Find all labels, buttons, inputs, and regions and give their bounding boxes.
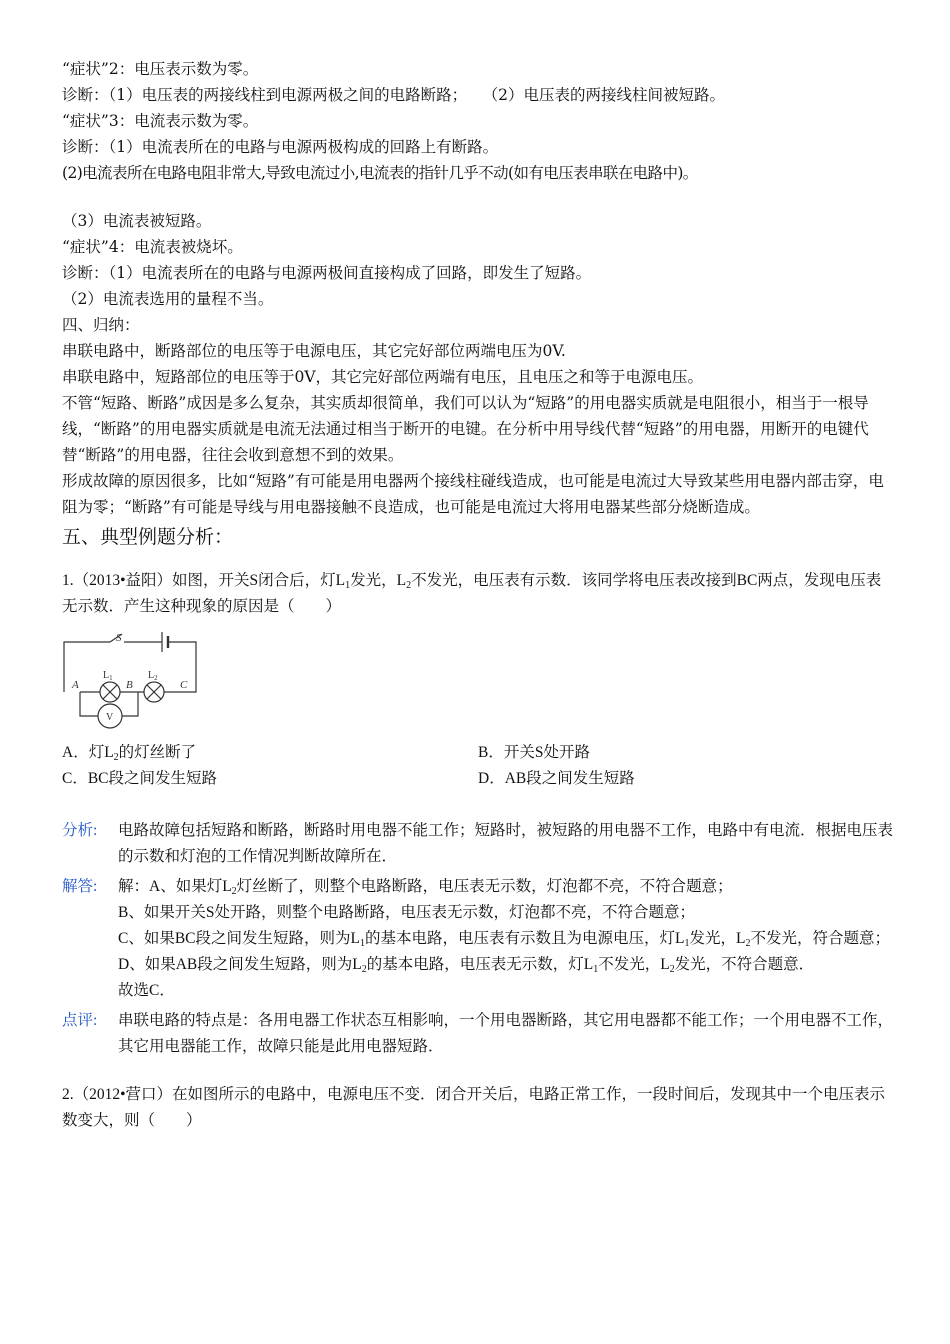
circuit-diagram — [62, 630, 202, 730]
node-c-label: C — [180, 679, 188, 691]
text-line: 串联电路中，断路部位的电压等于电源电压，其它完好部位两端电压为0V. — [62, 342, 566, 360]
paragraph: 形成故障的原因很多，比如“短路”有可能是用电器两个接线柱碰线造成，也可能是电流过大导致某些用电器内部击穿，电阻为零；“断路”有可能是导线与用电器接触不良造成，也可能是电流过大将用电器某些部分烧断造成。 — [62, 472, 884, 516]
text-line: （3）电流表被短路。 — [62, 212, 212, 230]
option-c[interactable]: C．BC段之间发生短路 — [62, 770, 218, 787]
text-line: 串联电路中，短路部位的电压等于0V，其它完好部位两端有电压，且电压之和等于电源电压。 — [62, 368, 704, 386]
comment-text: 串联电路的特点是：各用电器工作状态互相影响，一个用电器断路，其它用电器都不能工作；一个用电器不工作，其它用电器能工作，故障只能是此用电器短路． — [118, 1012, 894, 1055]
comment-tag: 点评: — [62, 1012, 98, 1029]
lamp-l2-label: $L_2$ — [148, 670, 158, 682]
options — [62, 740, 894, 792]
text-line: (2)电流表所在电路电阻非常大,导致电流过小,电流表的指针几乎不动(如有电压表串联在电路中)。 — [62, 164, 698, 182]
answer-tag: 解答: — [62, 878, 98, 895]
text-line: （2）电流表选用的量程不当。 — [62, 290, 274, 308]
analysis-section — [62, 818, 894, 870]
section-heading: 五、典型例题分析： — [62, 526, 234, 548]
analysis-tag: 分析: — [62, 822, 98, 839]
question-2: 2.（2012•营口）在如图所示的电路中，电源电压不变．闭合开关后，电路正常工作，一段时间后，发现其中一个电压表示数变大，则（ ） — [62, 1086, 886, 1129]
document-page — [62, 56, 894, 1134]
text-line: 诊断：（1）电流表所在的电路与电源两极构成的回路上有断路。 — [62, 138, 499, 156]
lamp-l1-label: $L_1$ — [103, 670, 113, 682]
option-d[interactable]: D．AB段之间发生短路 — [478, 770, 635, 787]
text-line: “症状”3：电流表示数为零。 — [62, 112, 259, 130]
question-1: 1.（2013•益阳）如图，开关S闭合后，灯$L_1$发光，$L_2$不发光，电压表有示数．该同学将电压表改接到BC两点，发现电压表无示数．产生这种现象的原因是（ ） — [62, 572, 882, 615]
node-a-label: A — [72, 679, 79, 691]
comment-section — [62, 1008, 894, 1060]
answer-text: 解：A、如果灯$L_2$灯丝断了，则整个电路断路，电压表无示数，灯泡都不亮，不符合题意； B、如果开关S处开路，则整个电路断路，电压表无示数，灯泡都不亮，不符合题意； C、如果BC段之间发生短路，则为$L_1$的基本电路，电压表有示数且为电源电压，灯$L_1$发光，$L_2$不发光，符合题意； D、如果AB段之间发生短路，则为$L_2$的基本电路，电压表无示数，灯$L_1$不发光，$L_2$发光，不符合题意． 故选C． — [118, 878, 890, 999]
option-b[interactable]: B．开关S处开路 — [478, 744, 590, 761]
text-line: 诊断：（1）电流表所在的电路与电源两极间直接构成了回路，即发生了短路。 — [62, 264, 592, 282]
voltmeter-label: V — [106, 712, 114, 723]
node-b-label: B — [126, 679, 133, 691]
analysis-text: 电路故障包括短路和断路，断路时用电器不能工作；短路时，被短路的用电器不工作，电路中有电流．根据电压表的示数和灯泡的工作情况判断故障所在． — [118, 822, 894, 865]
paragraph: 不管“短路、断路”成因是多么复杂，其实质却很简单，我们可以认为“短路”的用电器实质就是电阻很小，相当于一根导线，“断路”的用电器实质就是电流无法通过相当于断开的电键。在分析中用导线代替“短路”的用电器，用断开的电键代替“断路”的用电器，往往会收到意想不到的效果。 — [62, 394, 869, 464]
switch-label: S — [116, 632, 122, 644]
text-line: 诊断：（1）电压表的两接线柱到电源两极之间的电路断路； （2）电压表的两接线柱间被短路。 — [62, 86, 725, 104]
text-line: “症状”2：电压表示数为零。 — [62, 60, 259, 78]
text-line: “症状”4：电流表被烧坏。 — [62, 238, 243, 256]
answer-section — [62, 874, 894, 1004]
section-heading: 四、归纳： — [62, 316, 140, 334]
option-a[interactable]: A．灯$L_2$的灯丝断了 — [62, 744, 197, 763]
